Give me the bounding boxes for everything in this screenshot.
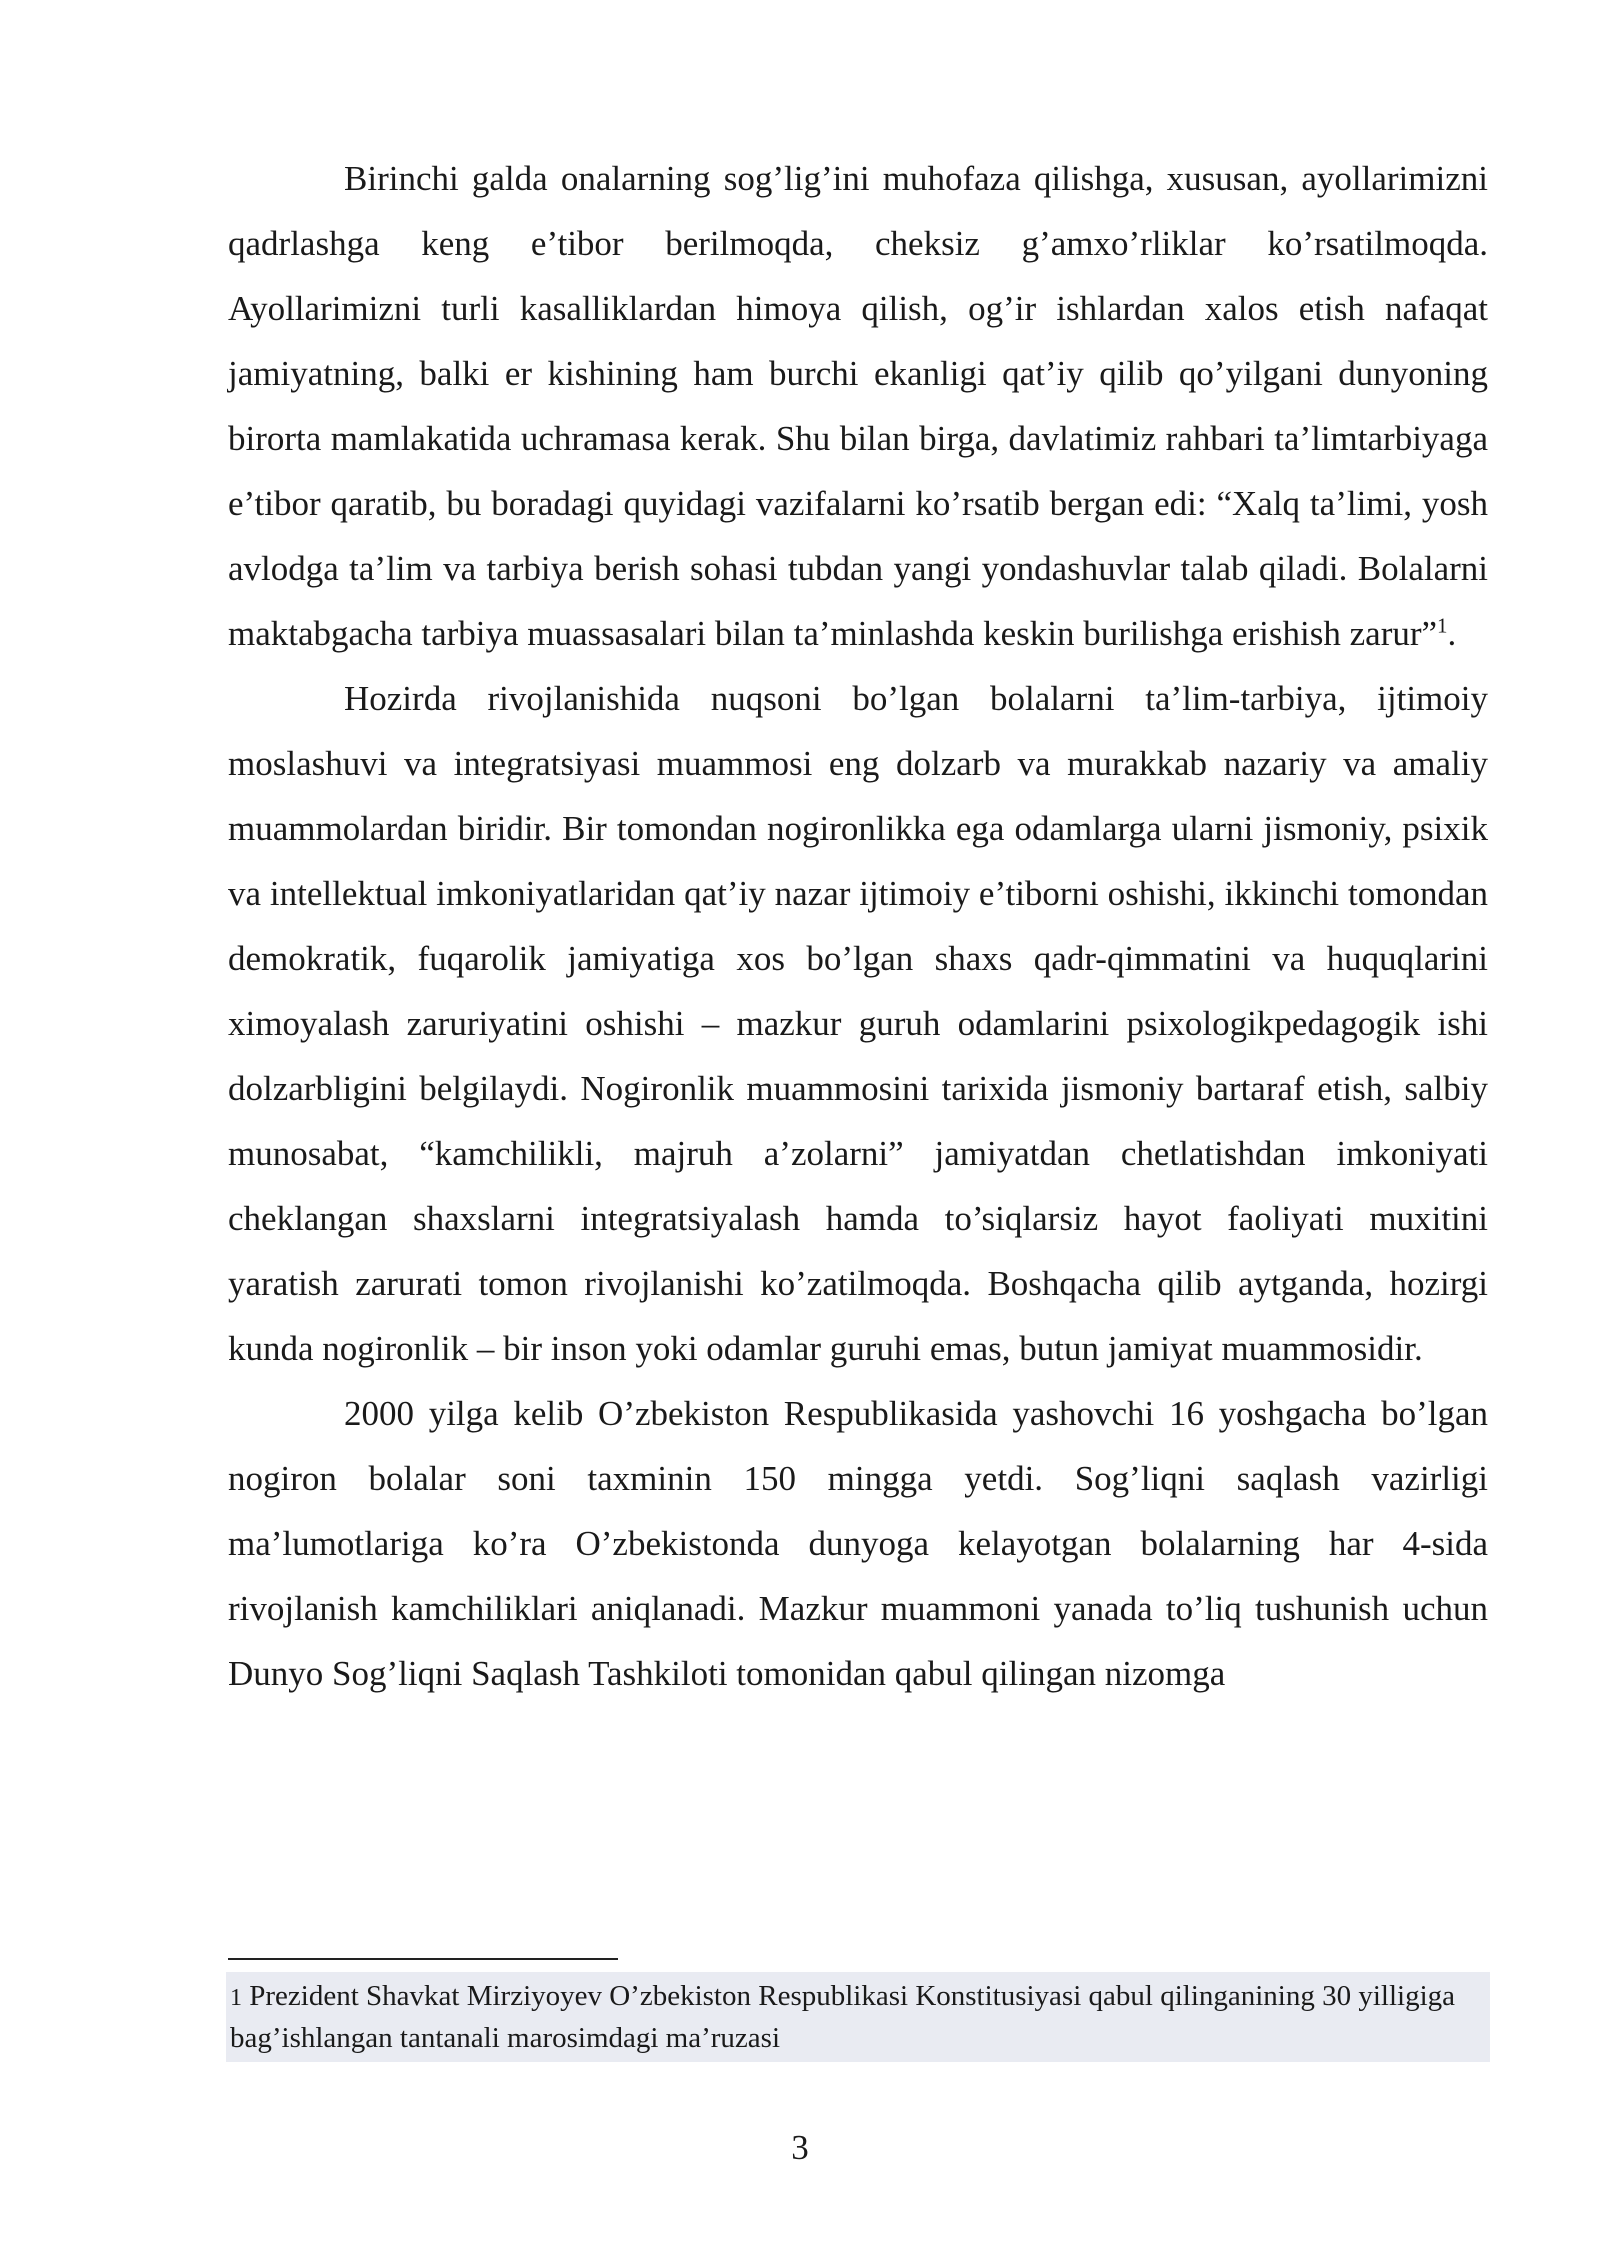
- footnote-reference[interactable]: 1: [1437, 613, 1448, 638]
- paragraph-2-text: Hozirda rivojlanishida nuqsoni bo’lgan bolalarni ta’lim-tarbiya, ijtimoiy moslashuvi va integratsiyasi muammosi eng dolzarb va murakkab nazariy va amaliy muammolardan biridir. Bir tomondan nogironlikka ega odamlarga ularni jismoniy, psixik va intellektual imkoniyatlaridan qat’iy nazar ijtimoiy e’tiborni oshishi, ikkinchi tomondan demokratik, fuqarolik jamiyatiga xos bo’lgan shaxs qadr-qimmatini va huquqlarini ximoyalash zaruriyatini oshishi – mazkur guruh odamlarini psixologikpedagogik ishi dolzarbligini belgilaydi. Nogironlik muammosini tarixida jismoniy bartaraf etish, salbiy munosabat, “kamchilikli, majruh a’zolarni” jamiyatdan chetlatishdan imkoniyati cheklangan shaxslarni integratsiyalash hamda to’siqlarsiz hayot faoliyati muxitini yaratish zarurati tomon rivojlanishi ko’zatilmoqda. Boshqacha qilib aytganda, hozirgi kunda nogironlik – bir inson yoki odamlar guruhi emas, butun jamiyat muammosidir.: [228, 679, 1488, 1368]
- paragraph-1-text: Birinchi galda onalarning sog’lig’ini muhofaza qilishga, xususan, ayollarimizni qadrlashga keng e’tibor berilmoqda, cheksiz g’amxo’rliklar ko’rsatilmoqda. Ayollarimizni turli kasalliklardan himoya qilish, og’ir ishlardan xalos etish nafaqat jamiyatning, balki er kishining ham burchi ekanligi qat’iy qilib qo’yilgani dunyoning birorta mamlakatida uchramasa kerak. Shu bilan birga, davlatimiz rahbari ta’limtarbiyaga e’tibor qaratib, bu boradagi quyidagi vazifalarni ko’rsatib bergan edi: “Xalq ta’limi, yosh avlodga ta’lim va tarbiya berish sohasi tubdan yangi yondashuvlar talab qiladi. Bolalarni maktabgacha tarbiya muassasalari bilan ta’minlashda keskin burilishga erishish zarur”: [228, 159, 1488, 653]
- paragraph-1-tail: .: [1447, 614, 1457, 653]
- paragraph-3-text: 2000 yilga kelib O’zbekiston Respublikasida yashovchi 16 yoshgacha bo’lgan nogiron bolalar soni taxminin 150 mingga yetdi. Sog’liqni saqlash vazirligi ma’lumotlariga ko’ra O’zbekistonda dunyoga kelayotgan bolalarning har 4-sida rivojlanish kamchiliklari aniqlanadi. Mazkur muammoni yanada to’liq tushunish uchun Dunyo Sog’liqni Saqlash Tashkiloti tomonidan qabul qilingan nizomga: [228, 1394, 1488, 1693]
- paragraph-1: [228, 146, 1488, 666]
- footnote-text: Prezident Shavkat Mirziyoyev O’zbekiston Respublikasi Konstitusiyasi qabul qilinganining 30 yilligiga bag’ishlangan tantanali marosimdagi ma’ruzasi: [230, 1980, 1456, 2054]
- footnote-number: 1: [230, 1985, 242, 2011]
- page-number: 3: [791, 2128, 809, 2167]
- footnote: [226, 1972, 1490, 2062]
- paragraph-3: [228, 1381, 1488, 1706]
- footnote-separator: [228, 1958, 618, 1960]
- document-body: [228, 146, 1488, 1706]
- paragraph-2: [228, 666, 1488, 1381]
